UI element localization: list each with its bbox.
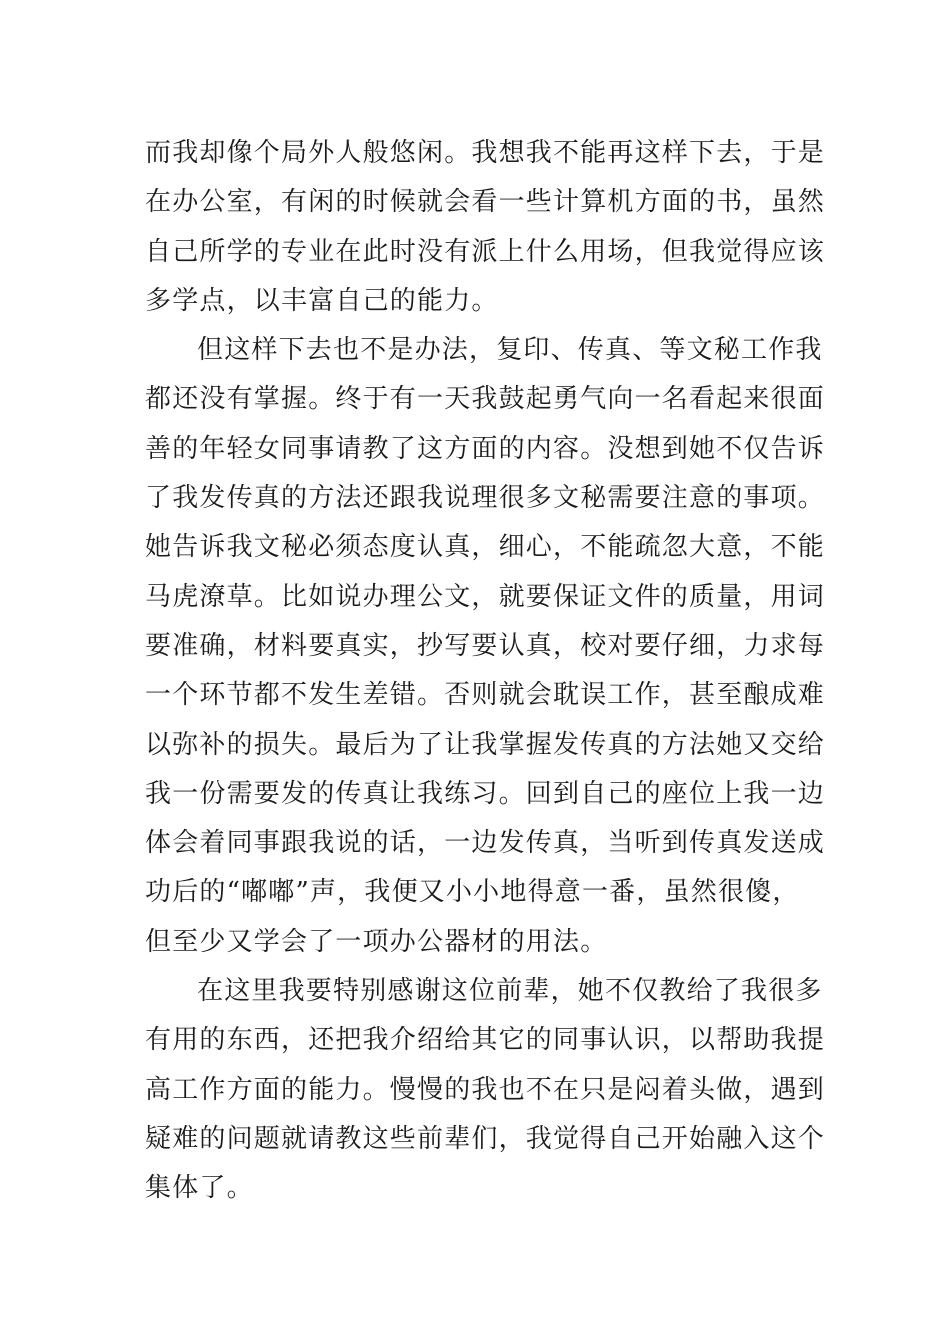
text-line: 她告诉我文秘必须态度认真，细心，不能疏忽大意，不能 xyxy=(145,532,826,563)
text-line: 我一份需要发的传真让我练习。回到自己的座位上我一边 xyxy=(145,778,826,809)
text-line: 功后的“嘟嘟”声，我便又小小地得意一番，虽然很傻， xyxy=(145,877,800,908)
text-line: 体会着同事跟我说的话，一边发传真，当听到传真发送成 xyxy=(145,828,826,859)
text-line: 在这里我要特别感谢这位前辈，她不仅教给了我很多 xyxy=(197,976,823,1007)
document-body xyxy=(145,129,826,1214)
text-line: 但至少又学会了一项办公器材的用法。 xyxy=(145,926,608,957)
text-line: 有用的东西，还把我介绍给其它的同事认识，以帮助我提 xyxy=(145,1025,826,1056)
text-line: 高工作方面的能力。慢慢的我也不在只是闷着头做，遇到 xyxy=(145,1074,826,1105)
text-line: 要准确，材料要真实，抄写要认真，校对要仔细，力求每 xyxy=(145,630,826,661)
text-line: 了我发传真的方法还跟我说理很多文秘需要注意的事项。 xyxy=(145,483,826,514)
text-line: 都还没有掌握。终于有一天我鼓起勇气向一名看起来很面 xyxy=(145,384,826,415)
text-line: 以弥补的损失。最后为了让我掌握发传真的方法她又交给 xyxy=(145,729,826,760)
text-line: 集体了。 xyxy=(145,1173,254,1204)
text-line: 自己所学的专业在此时没有派上什么用场，但我觉得应该 xyxy=(145,236,826,267)
text-line: 在办公室，有闲的时候就会看一些计算机方面的书，虽然 xyxy=(145,187,826,218)
text-line: 疑难的问题就请教这些前辈们，我觉得自己开始融入这个 xyxy=(145,1123,826,1154)
text-line: 而我却像个局外人般悠闲。我想我不能再这样下去，于是 xyxy=(145,138,826,168)
text-line: 但这样下去也不是办法，复印、传真、等文秘工作我 xyxy=(197,335,823,366)
text-line: 善的年轻女同事请教了这方面的内容。没想到她不仅告诉 xyxy=(145,433,826,464)
text-line: 马虎潦草。比如说办理公文，就要保证文件的质量，用词 xyxy=(145,581,826,612)
text-line: 多学点，以丰富自己的能力。 xyxy=(145,285,499,316)
text-line: 一个环节都不发生差错。否则就会耽误工作，甚至酿成难 xyxy=(145,680,826,711)
